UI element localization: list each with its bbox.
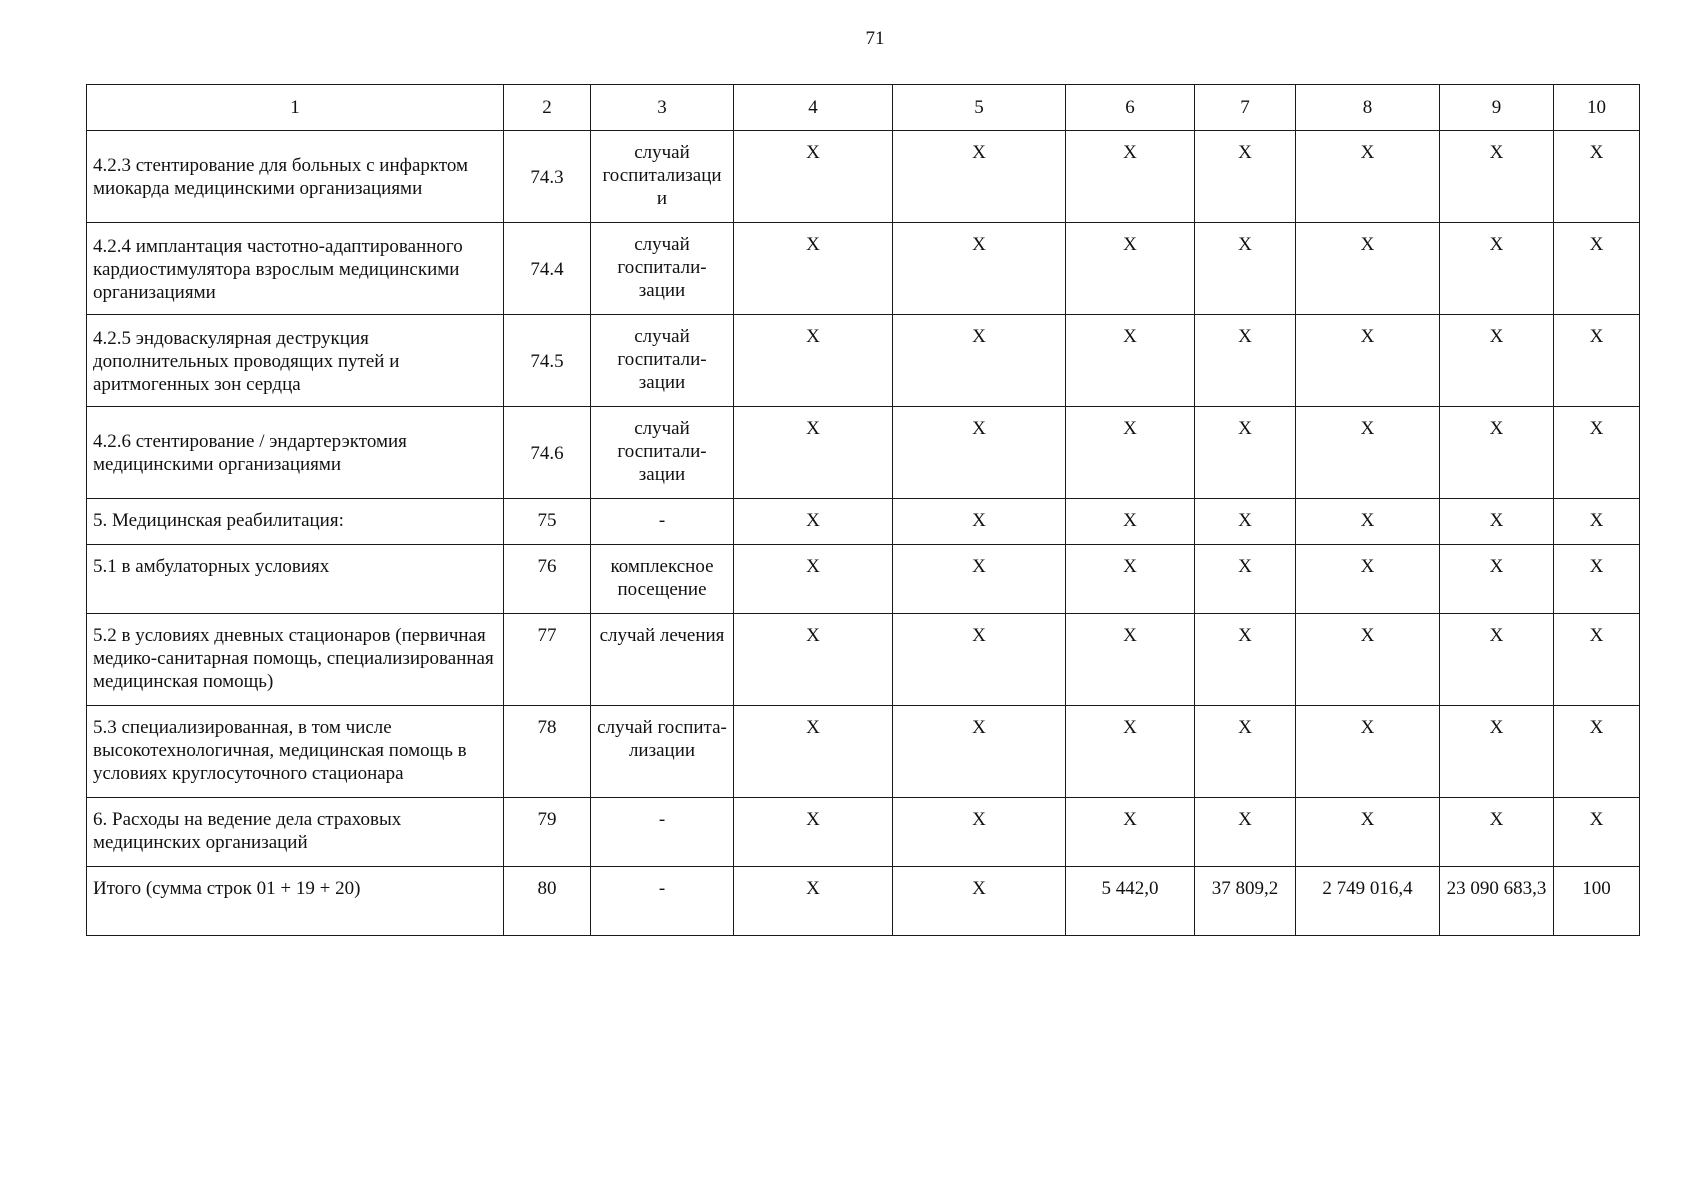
cell-c7: X bbox=[1195, 131, 1296, 223]
row-name: 5. Медицинская реабилитация: bbox=[87, 499, 504, 545]
cell-c6: X bbox=[1066, 545, 1195, 614]
cell-c9: X bbox=[1440, 798, 1554, 867]
cell-c7: 37 809,2 bbox=[1195, 867, 1296, 936]
column-header: 2 bbox=[504, 85, 591, 131]
cell-c8: X bbox=[1296, 545, 1440, 614]
row-name: 4.2.6 стентирование / эндартерэктомия медицинскими организациями bbox=[87, 407, 504, 499]
cell-c5: X bbox=[893, 706, 1066, 798]
cell-c4: X bbox=[734, 706, 893, 798]
cell-c8: X bbox=[1296, 706, 1440, 798]
row-unit: случай госпитализаци и bbox=[591, 131, 734, 223]
row-unit: случай госпитали-зации bbox=[591, 223, 734, 315]
row-code: 78 bbox=[504, 706, 591, 798]
cell-c6: 5 442,0 bbox=[1066, 867, 1195, 936]
row-unit: - bbox=[591, 798, 734, 867]
column-header: 4 bbox=[734, 85, 893, 131]
cell-c10: X bbox=[1554, 706, 1640, 798]
total-row bbox=[87, 867, 1640, 936]
cell-c9: 23 090 683,3 bbox=[1440, 867, 1554, 936]
cell-c10: 100 bbox=[1554, 867, 1640, 936]
row-unit: - bbox=[591, 867, 734, 936]
row-name: Итого (сумма строк 01 + 19 + 20) bbox=[87, 867, 504, 936]
column-header: 6 bbox=[1066, 85, 1195, 131]
cell-c8: 2 749 016,4 bbox=[1296, 867, 1440, 936]
column-header: 5 bbox=[893, 85, 1066, 131]
row-name: 5.2 в условиях дневных стационаров (первичная медико-санитарная помощь, специализированная медицинская помощь) bbox=[87, 614, 504, 706]
data-table bbox=[86, 84, 1640, 936]
cell-c5: X bbox=[893, 798, 1066, 867]
row-code: 74.6 bbox=[504, 407, 591, 499]
row-code: 74.5 bbox=[504, 315, 591, 407]
cell-c5: X bbox=[893, 223, 1066, 315]
table-row bbox=[87, 499, 1640, 545]
cell-c10: X bbox=[1554, 407, 1640, 499]
cell-c5: X bbox=[893, 315, 1066, 407]
column-header: 10 bbox=[1554, 85, 1640, 131]
cell-c10: X bbox=[1554, 545, 1640, 614]
cell-c10: X bbox=[1554, 614, 1640, 706]
row-code: 80 bbox=[504, 867, 591, 936]
cell-c4: X bbox=[734, 614, 893, 706]
cell-c5: X bbox=[893, 867, 1066, 936]
cell-c7: X bbox=[1195, 614, 1296, 706]
row-name: 5.1 в амбулаторных условиях bbox=[87, 545, 504, 614]
row-unit: случай лечения bbox=[591, 614, 734, 706]
row-name: 4.2.5 эндоваскулярная деструкция дополнительных проводящих путей и аритмогенных зон сердца bbox=[87, 315, 504, 407]
column-header: 3 bbox=[591, 85, 734, 131]
cell-c4: X bbox=[734, 499, 893, 545]
table-row bbox=[87, 614, 1640, 706]
table-row bbox=[87, 131, 1640, 223]
cell-c8: X bbox=[1296, 614, 1440, 706]
row-unit: случай госпитали-зации bbox=[591, 315, 734, 407]
cell-c8: X bbox=[1296, 315, 1440, 407]
cell-c5: X bbox=[893, 131, 1066, 223]
cell-c7: X bbox=[1195, 499, 1296, 545]
cell-c6: X bbox=[1066, 131, 1195, 223]
cell-c8: X bbox=[1296, 131, 1440, 223]
cell-c7: X bbox=[1195, 706, 1296, 798]
column-number-row bbox=[87, 85, 1640, 131]
column-header: 7 bbox=[1195, 85, 1296, 131]
cell-c9: X bbox=[1440, 407, 1554, 499]
table-row bbox=[87, 223, 1640, 315]
table-row bbox=[87, 407, 1640, 499]
cell-c5: X bbox=[893, 545, 1066, 614]
cell-c6: X bbox=[1066, 315, 1195, 407]
column-header: 8 bbox=[1296, 85, 1440, 131]
cell-c10: X bbox=[1554, 223, 1640, 315]
cell-c8: X bbox=[1296, 798, 1440, 867]
cell-c5: X bbox=[893, 407, 1066, 499]
page-number: 71 bbox=[865, 28, 885, 49]
cell-c6: X bbox=[1066, 223, 1195, 315]
cell-c9: X bbox=[1440, 706, 1554, 798]
cell-c5: X bbox=[893, 614, 1066, 706]
cell-c7: X bbox=[1195, 798, 1296, 867]
cell-c10: X bbox=[1554, 798, 1640, 867]
cell-c8: X bbox=[1296, 499, 1440, 545]
cell-c4: X bbox=[734, 407, 893, 499]
cell-c6: X bbox=[1066, 706, 1195, 798]
cell-c9: X bbox=[1440, 499, 1554, 545]
cell-c4: X bbox=[734, 545, 893, 614]
row-unit: случай госпитали-зации bbox=[591, 407, 734, 499]
row-name: 6. Расходы на ведение дела страховых медицинских организаций bbox=[87, 798, 504, 867]
column-header: 9 bbox=[1440, 85, 1554, 131]
cell-c7: X bbox=[1195, 545, 1296, 614]
cell-c4: X bbox=[734, 798, 893, 867]
row-code: 75 bbox=[504, 499, 591, 545]
table-row bbox=[87, 706, 1640, 798]
row-code: 77 bbox=[504, 614, 591, 706]
row-name: 5.3 специализированная, в том числе высокотехнологичная, медицинская помощь в условиях круглосуточного стационара bbox=[87, 706, 504, 798]
cell-c6: X bbox=[1066, 407, 1195, 499]
cell-c6: X bbox=[1066, 614, 1195, 706]
row-unit: комплексное посещение bbox=[591, 545, 734, 614]
cell-c6: X bbox=[1066, 499, 1195, 545]
cell-c9: X bbox=[1440, 223, 1554, 315]
cell-c4: X bbox=[734, 131, 893, 223]
table-row bbox=[87, 315, 1640, 407]
cell-c8: X bbox=[1296, 223, 1440, 315]
cell-c7: X bbox=[1195, 223, 1296, 315]
cell-c7: X bbox=[1195, 407, 1296, 499]
table-row bbox=[87, 545, 1640, 614]
row-code: 79 bbox=[504, 798, 591, 867]
row-unit: случай госпита-лизации bbox=[591, 706, 734, 798]
cell-c6: X bbox=[1066, 798, 1195, 867]
cell-c7: X bbox=[1195, 315, 1296, 407]
row-name: 4.2.4 имплантация частотно-адаптированного кардиостимулятора взрослым медицинскими организациями bbox=[87, 223, 504, 315]
cell-c10: X bbox=[1554, 131, 1640, 223]
cell-c10: X bbox=[1554, 499, 1640, 545]
cell-c8: X bbox=[1296, 407, 1440, 499]
row-unit: - bbox=[591, 499, 734, 545]
row-code: 74.3 bbox=[504, 131, 591, 223]
row-code: 74.4 bbox=[504, 223, 591, 315]
cell-c4: X bbox=[734, 315, 893, 407]
cell-c9: X bbox=[1440, 131, 1554, 223]
column-header: 1 bbox=[87, 85, 504, 131]
row-name: 4.2.3 стентирование для больных с инфарктом миокарда медицинскими организациями bbox=[87, 131, 504, 223]
cell-c9: X bbox=[1440, 545, 1554, 614]
table-row bbox=[87, 798, 1640, 867]
cell-c5: X bbox=[893, 499, 1066, 545]
row-code: 76 bbox=[504, 545, 591, 614]
cell-c10: X bbox=[1554, 315, 1640, 407]
cell-c4: X bbox=[734, 867, 893, 936]
cell-c9: X bbox=[1440, 614, 1554, 706]
cell-c9: X bbox=[1440, 315, 1554, 407]
cell-c4: X bbox=[734, 223, 893, 315]
